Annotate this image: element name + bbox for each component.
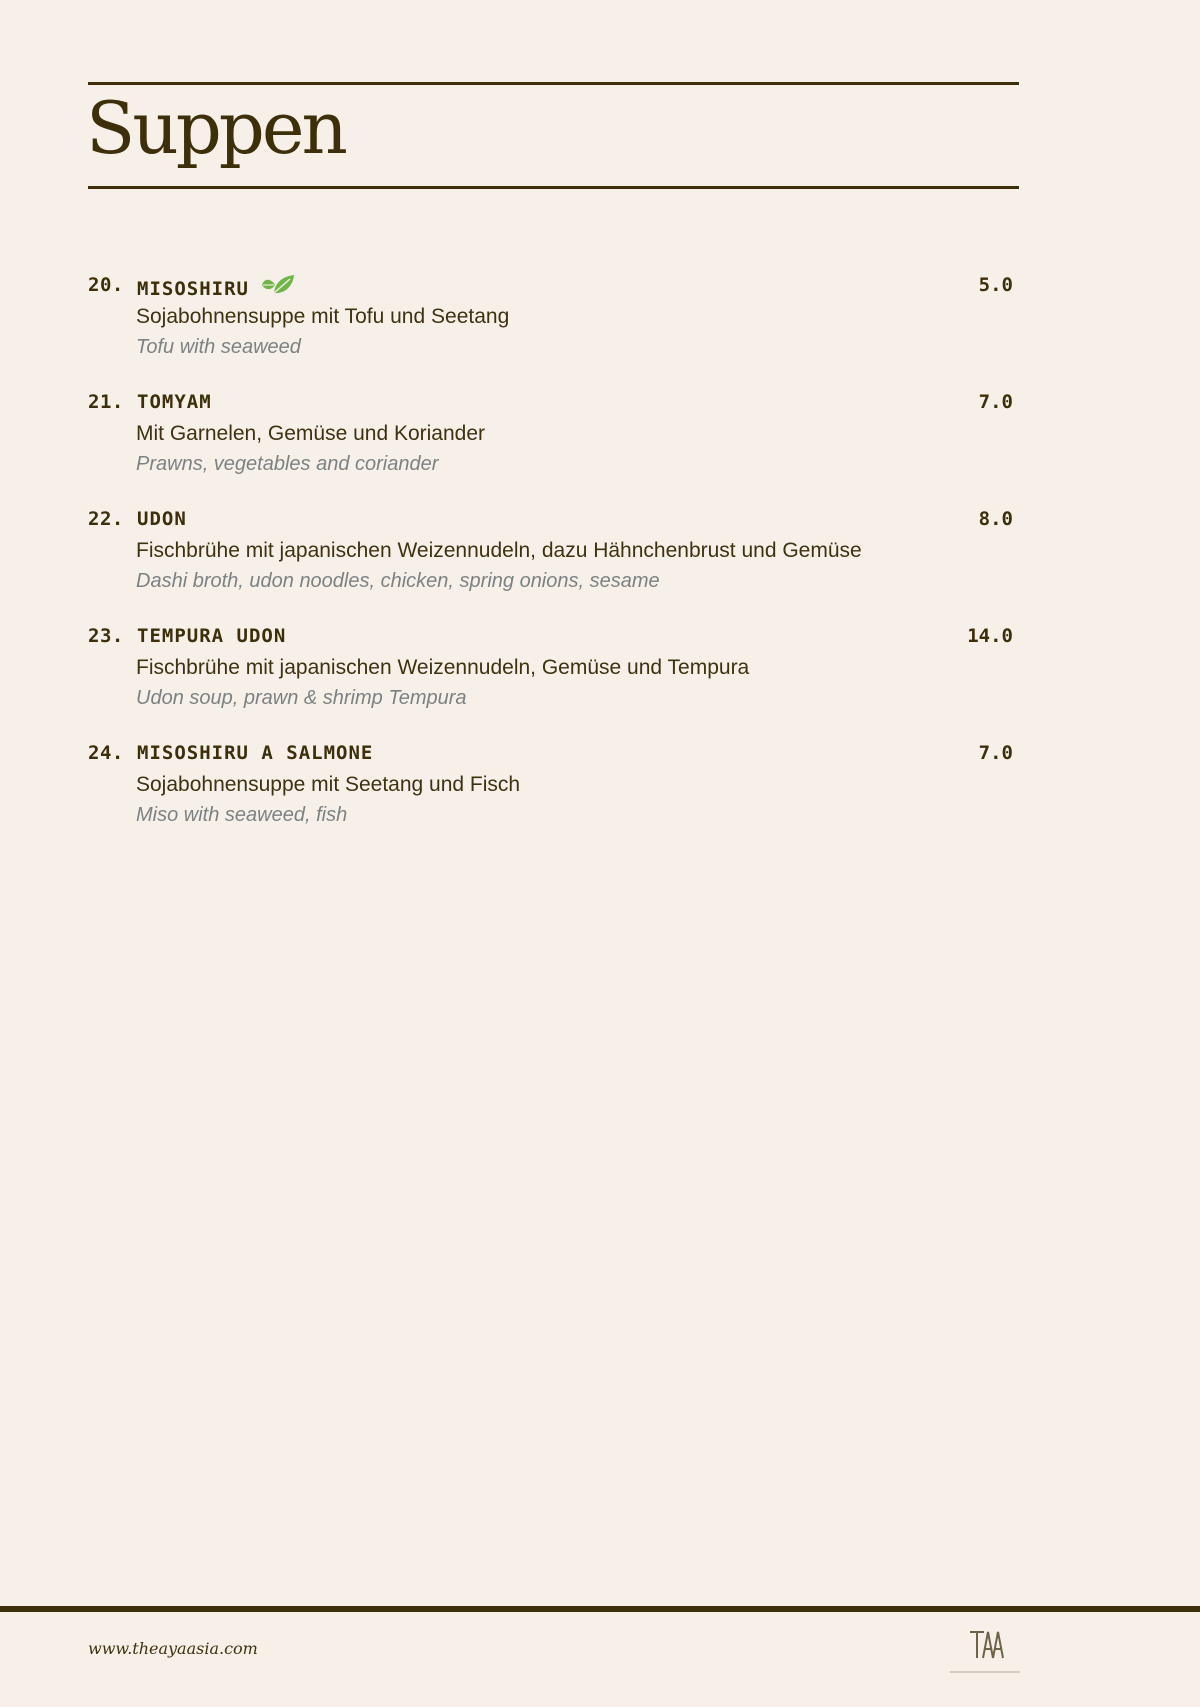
item-description-de: Sojabohnensuppe mit Seetang und Fisch <box>136 773 521 796</box>
title-rule-top <box>88 82 1019 85</box>
footer-website-link[interactable]: www.theayaasia.com <box>88 1639 258 1658</box>
item-name-wrapper <box>137 274 295 303</box>
menu-item-header <box>88 272 1013 302</box>
menu-item <box>88 506 1013 623</box>
item-price: 7.0 <box>978 742 1013 764</box>
menu-item <box>88 272 1013 389</box>
item-price: 5.0 <box>978 274 1013 296</box>
menu-item-header <box>88 389 1013 419</box>
item-number: 23. <box>88 625 124 647</box>
item-name: TEMPURA UDON <box>137 625 287 647</box>
item-name: TOMYAM <box>137 391 212 413</box>
footer-divider <box>0 1606 1200 1612</box>
item-description-en: Miso with seaweed, fish <box>136 804 348 826</box>
menu-item-header <box>88 740 1013 770</box>
item-number: 22. <box>88 508 124 530</box>
item-name: UDON <box>137 508 187 530</box>
item-description-de: Fischbrühe mit japanischen Weizennudeln, Gemüse und Tempura <box>136 656 750 679</box>
item-name: MISOSHIRU A SALMONE <box>137 742 374 764</box>
menu-item <box>88 740 1013 857</box>
title-rule-bottom <box>88 186 1019 189</box>
item-price: 7.0 <box>978 391 1013 413</box>
item-description-en: Dashi broth, udon noodles, chicken, spring onions, sesame <box>136 570 660 592</box>
menu-item-header <box>88 506 1013 536</box>
item-description-en: Tofu with seaweed <box>136 336 301 358</box>
page-title: Suppen <box>86 86 345 170</box>
item-number: 21. <box>88 391 124 413</box>
aya-asia-logo <box>948 1624 1022 1680</box>
item-price: 8.0 <box>978 508 1013 530</box>
item-number: 20. <box>88 274 124 296</box>
item-name: MISOSHIRU <box>137 278 249 300</box>
menu-item <box>88 623 1013 740</box>
leaf-icon <box>259 274 295 303</box>
item-description-en: Prawns, vegetables and coriander <box>136 453 439 475</box>
menu-list <box>88 272 1013 857</box>
item-number: 24. <box>88 742 124 764</box>
item-price: 14.0 <box>967 625 1013 647</box>
item-description-en: Udon soup, prawn & shrimp Tempura <box>136 687 467 709</box>
item-description-de: Sojabohnensuppe mit Tofu und Seetang <box>136 305 510 328</box>
item-description-de: Mit Garnelen, Gemüse und Koriander <box>136 422 486 445</box>
menu-item-header <box>88 623 1013 653</box>
menu-item <box>88 389 1013 506</box>
item-description-de: Fischbrühe mit japanischen Weizennudeln, dazu Hähnchenbrust und Gemüse <box>136 539 862 562</box>
